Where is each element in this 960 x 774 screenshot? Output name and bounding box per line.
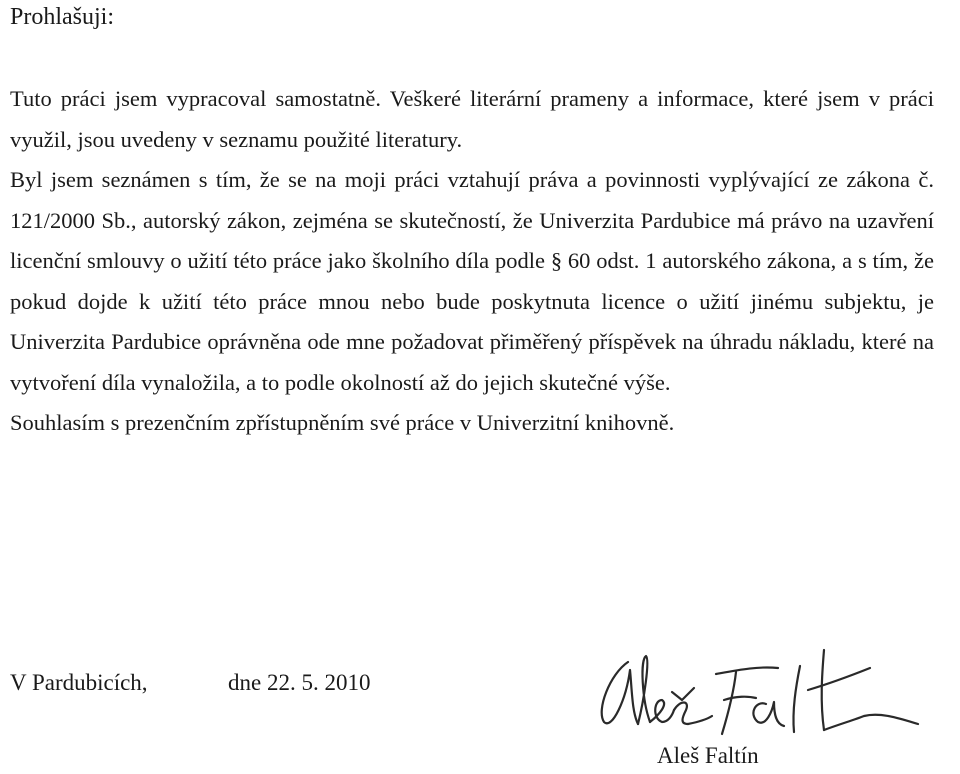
declaration-body [10,79,934,444]
signing-place: V Pardubicích, [10,670,148,695]
signing-date: dne 22. 5. 2010 [228,670,371,695]
declaration-paragraph-library-consent: Souhlasím s prezenčním zpřístupněním své práce v Univerzitní knihovně. [10,410,675,435]
declaration-paragraph-authorship: Tuto práci jsem vypracoval samostatně. Veškeré literární prameny a informace, které jsem v práci využil, jsou uvedeny v seznamu použité literatury. [10,86,934,152]
handwritten-signature [588,630,948,742]
signer-name: Aleš Faltín [657,743,759,768]
declaration-heading: Prohlašuji: [10,4,115,30]
declaration-paragraph-copyright: Byl jsem seznámen s tím, že se na moji práci vztahují práva a povinnosti vyplývající ze zákona č. 121/2000 Sb., autorský zákon, zejména se skutečností, že Univerzita Pardubice má právo na uzavření licenční smlouvy o užití této práce jako školního díla podle § 60 odst. 1 autorského zákona, a s tím, že pokud dojde k užití této práce mnou nebo bude poskytnuta licence o užití jinému subjektu, je Univerzita Pardubice oprávněna ode mne požadovat přiměřený příspěvek na úhradu nákladu, které na vytvoření díla vynaložila, a to podle okolností až do jejich skutečné výše. [10,167,934,395]
